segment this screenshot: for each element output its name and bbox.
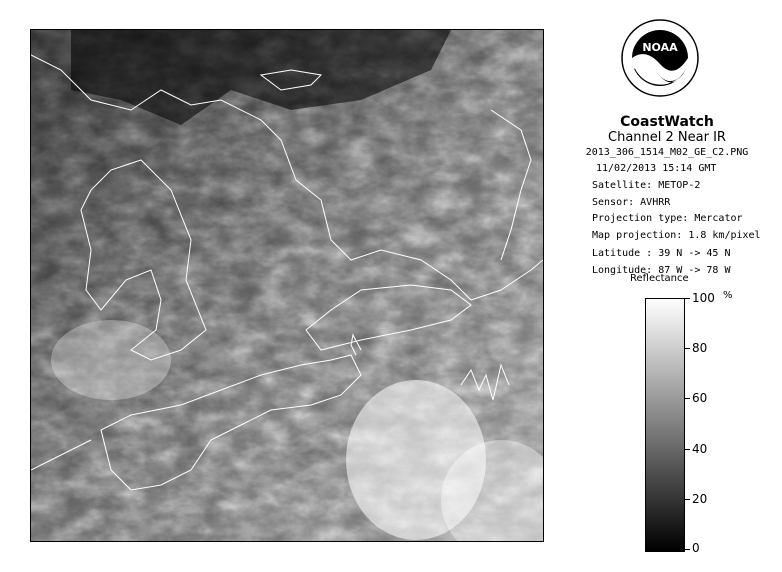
colorbar-tick-label: 0 xyxy=(692,541,700,555)
legend-unit: % xyxy=(723,290,733,301)
satellite-image-svg xyxy=(31,30,543,541)
colorbar-tick-label: 40 xyxy=(692,442,708,456)
legend-title: Reflectance xyxy=(630,273,689,284)
date-label: 11/02/2013 15:14 GMT xyxy=(596,163,717,174)
map-projection-label: Map projection: 1.8 km/pixel xyxy=(592,230,761,241)
colorbar-tick xyxy=(684,499,690,500)
colorbar-tick-label: 80 xyxy=(692,341,708,355)
colorbar-tick xyxy=(684,298,690,299)
colorbar-tick xyxy=(684,449,690,450)
longitude-label: Longitude: 87 W -> 78 W xyxy=(592,265,731,276)
latitude-label: Latitude : 39 N -> 45 N xyxy=(592,248,731,259)
colorbar-tick xyxy=(684,549,690,550)
projection-type-label: Projection type: Mercator xyxy=(592,213,743,224)
filename-label: 2013_306_1514_M02_GE_C2.PNG xyxy=(585,147,749,158)
noaa-logo-icon xyxy=(620,18,700,98)
colorbar-tick-label: 60 xyxy=(692,391,708,405)
colorbar-tick xyxy=(684,348,690,349)
brand-title: CoastWatch xyxy=(620,114,714,130)
channel-label: Channel 2 Near IR xyxy=(608,130,726,145)
sensor-label: Sensor: AVHRR xyxy=(592,197,671,208)
satellite-image xyxy=(30,29,544,542)
colorbar-tick xyxy=(684,398,690,399)
logo-text: NOAA xyxy=(642,41,678,54)
reflectance-colorbar xyxy=(645,298,685,552)
colorbar-tick-label: 100 xyxy=(692,291,715,305)
satellite-label: Satellite: METOP-2 xyxy=(592,180,701,191)
colorbar-tick-label: 20 xyxy=(692,492,708,506)
